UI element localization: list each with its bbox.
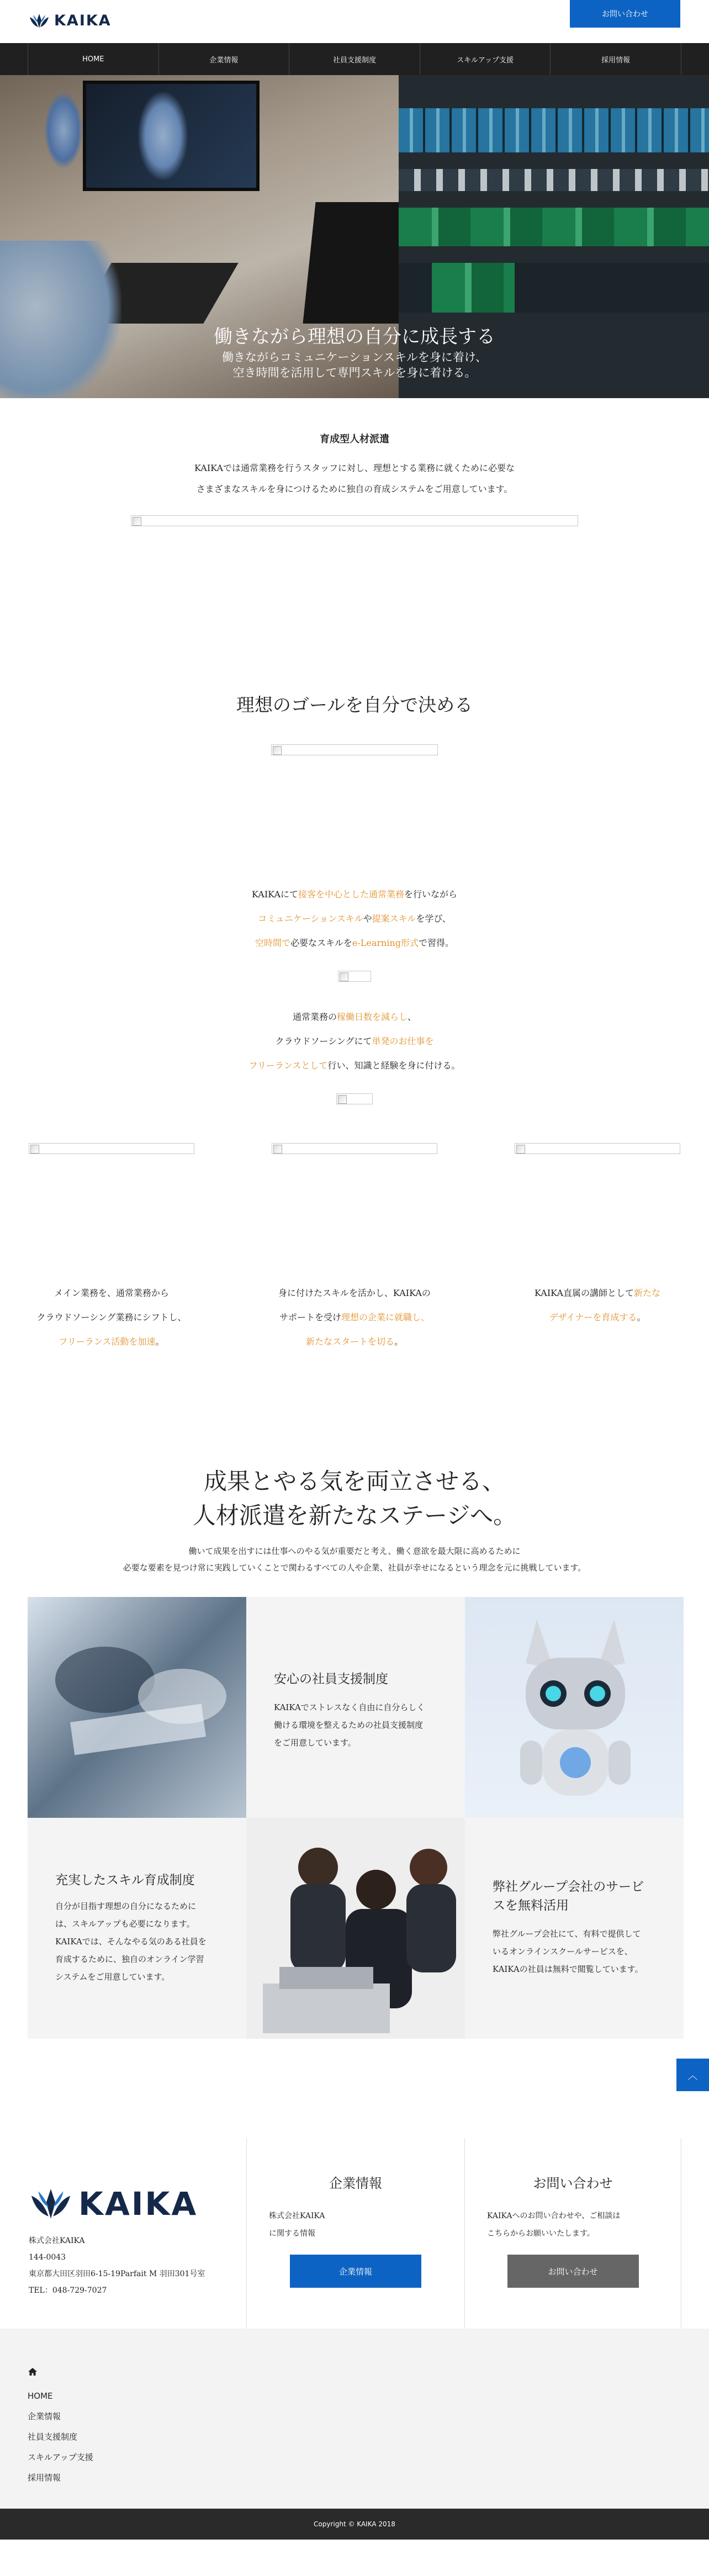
- footer-logo-text: KAIKA: [78, 2185, 198, 2223]
- results-title-2: 人材派遣を新たなステージへ。: [192, 1502, 517, 1529]
- goal-block-1-line-1: KAIKAにて接客を中心とした通常業務を行いながら: [251, 889, 458, 900]
- page-top-button[interactable]: [676, 2059, 709, 2091]
- site-header: [0, 0, 709, 43]
- photo-team-art: [246, 1818, 465, 2039]
- photo-robot: [465, 1597, 684, 1818]
- copyright: Copyright © KAIKA 2018: [0, 2509, 709, 2540]
- results-title-1: 成果とやる気を両立させる、: [203, 1468, 505, 1495]
- goal-col-image-3: [515, 1143, 680, 1154]
- footer-contact-title: お問い合わせ: [533, 2176, 613, 2191]
- hero-banner: [0, 75, 709, 398]
- nav-item-home[interactable]: HOME: [28, 43, 158, 75]
- feature-card-support: [246, 1597, 465, 1818]
- feature-card-skill-body: 自分が目指す理想の自分になるために は、スキルアップも必要になります。 KAIKAでは、そんなやる気のある社員を 育成するために、独自のオンライン学習 システムをご用意しています。: [55, 1901, 207, 1982]
- goal-col-text-1: メイン業務を、通常業務から クラウドソーシング業務にシフトし、 フリーランス活動を加速。: [36, 1288, 187, 1347]
- footer-info: [0, 2138, 709, 2329]
- logo-text: KAIKA: [54, 12, 112, 29]
- goal-col-text-3: KAIKA直属の講師として新たな デザイナーを育成する。: [534, 1288, 661, 1323]
- results-sub-2: 必要な要素を見つけ常に実践していくことで関わるすべての人や企業、社員が幸せになるという理念を元に挑戦しています。: [123, 1563, 586, 1573]
- hero-subtitle-2: 空き時間を活用して専門スキルを身に着ける。: [232, 366, 477, 379]
- feature-card-group-title: 弊社グループ会社のサービ スを無料活用: [493, 1880, 644, 1913]
- goal-block-1-line-3: 空時間で必要なスキルをe-Learning形式で習得。: [255, 938, 454, 948]
- footer-contact-desc: KAIKAへのお問い合わせや、ご相談は こちらからお願いいたします。: [487, 2212, 621, 2238]
- hero-subtitle-1: 働きながらコミュニケーションスキルを身に着け、: [221, 351, 488, 364]
- photo-handshake: [28, 1597, 246, 1818]
- goal-col-image-1: [29, 1143, 194, 1154]
- footer-contact-info: [464, 2138, 681, 2329]
- footer-company-info: [246, 2138, 464, 2329]
- footer-company-title: 企業情報: [329, 2176, 382, 2191]
- nav-item-company[interactable]: 企業情報: [158, 43, 289, 75]
- footer-link-recruit[interactable]: 採用情報: [28, 2473, 61, 2483]
- goal-image-row: [0, 1143, 709, 1154]
- feature-card-skill: [28, 1818, 246, 2039]
- feature-card-support-title: 安心の社員支援制度: [274, 1672, 388, 1686]
- goal-block-2: [0, 1005, 709, 1078]
- goal-col-image-2: [272, 1143, 437, 1154]
- goal-block-2-line-3: フリーランスとして行い、知識と経験を身に付ける。: [248, 1060, 461, 1071]
- intro-title: 育成型人材派遣: [320, 433, 389, 445]
- nav-item-recruit[interactable]: 採用情報: [550, 43, 681, 75]
- footer-link-company[interactable]: 企業情報: [28, 2411, 61, 2421]
- intro-line-1: KAIKAでは通常業務を行うスタッフに対し、理想とする業務に就くために必要な: [194, 463, 515, 473]
- intro-line-2: さまざまなスキルを身につけるために独自の育成システムをご用意しています。: [196, 484, 513, 494]
- nav-item-support[interactable]: 社員支援制度: [289, 43, 420, 75]
- goal-image: [271, 744, 438, 755]
- goal-col-text-2: 身に付けたスキルを活かし、KAIKAの サポートを受け理想の企業に就職し、 新たなスタートを切る。: [278, 1288, 431, 1347]
- goal-block-2-line-1: 通常業務の稼働日数を減らし、: [292, 1012, 417, 1022]
- footer-logo[interactable]: [29, 2185, 246, 2223]
- arrow-image-1: [338, 971, 371, 982]
- footer-company-block: [0, 2138, 246, 2329]
- feature-card-skill-title: 充実したスキル育成制度: [55, 1873, 195, 1887]
- footer-company-desc: 株式会社KAIKA に関する情報: [269, 2212, 325, 2238]
- footer-link-support[interactable]: 社員支援制度: [28, 2432, 78, 2442]
- goal-block-1: [0, 882, 709, 955]
- photo-handshake-art: [28, 1597, 246, 1818]
- results-section: [0, 1464, 709, 1576]
- goal-title: 理想のゴールを自分で決める: [236, 694, 473, 716]
- main-nav: [0, 43, 709, 75]
- home-icon[interactable]: [28, 2367, 681, 2378]
- footer-address: 株式会社KAIKA 144-0043 東京都大田区羽田6-15-19Parfait M 羽田301号室 TEL：048-729-7027: [29, 2236, 205, 2295]
- feature-card-support-body: KAIKAでストレスなく自由に自分らしく 働ける環境を整えるための社員支援制度 をご用意しています。: [274, 1702, 425, 1748]
- footer-logo-mark-icon: [29, 2187, 73, 2221]
- footer-link-home[interactable]: HOME: [28, 2391, 53, 2401]
- footer-contact-button[interactable]: お問い合わせ: [507, 2255, 639, 2288]
- goal-text-row: [0, 1281, 709, 1354]
- intro-image: [131, 515, 578, 526]
- arrow-image-2: [336, 1093, 373, 1104]
- feature-card-group: [465, 1818, 684, 2039]
- feature-card-group-body: 弊社グループ会社にて、有料で提供して いるオンラインスクールサービスを、 KAIKAの社員は無料で閲覧しています。: [493, 1929, 643, 1974]
- hero-title: 働きながら理想の自分に成長する: [214, 326, 495, 348]
- goal-block-2-line-2: クラウドソーシングにて単発のお仕事を: [275, 1036, 434, 1046]
- chevron-up-icon: ︿: [687, 2070, 698, 2082]
- nav-item-skillup[interactable]: スキルアップ支援: [420, 43, 551, 75]
- goal-block-1-line-2: コミュニケーションスキルや提案スキルを学び、: [258, 913, 451, 924]
- header-contact-button[interactable]: お問い合わせ: [570, 0, 680, 28]
- results-sub-1: 働いて成果を出すには仕事へのやる気が重要だと考え、働く意欲を最大限に高めるために: [188, 1546, 521, 1556]
- footer-company-button[interactable]: 企業情報: [290, 2255, 421, 2288]
- footer-links: [0, 2329, 709, 2509]
- logo-mark-icon: [29, 13, 50, 29]
- intro-section: [0, 398, 709, 526]
- footer-link-skillup[interactable]: スキルアップ支援: [28, 2452, 93, 2462]
- photo-team: [246, 1818, 465, 2039]
- site-logo[interactable]: [29, 12, 112, 29]
- photo-robot-art: [465, 1597, 684, 1818]
- features-grid: [28, 1597, 684, 2039]
